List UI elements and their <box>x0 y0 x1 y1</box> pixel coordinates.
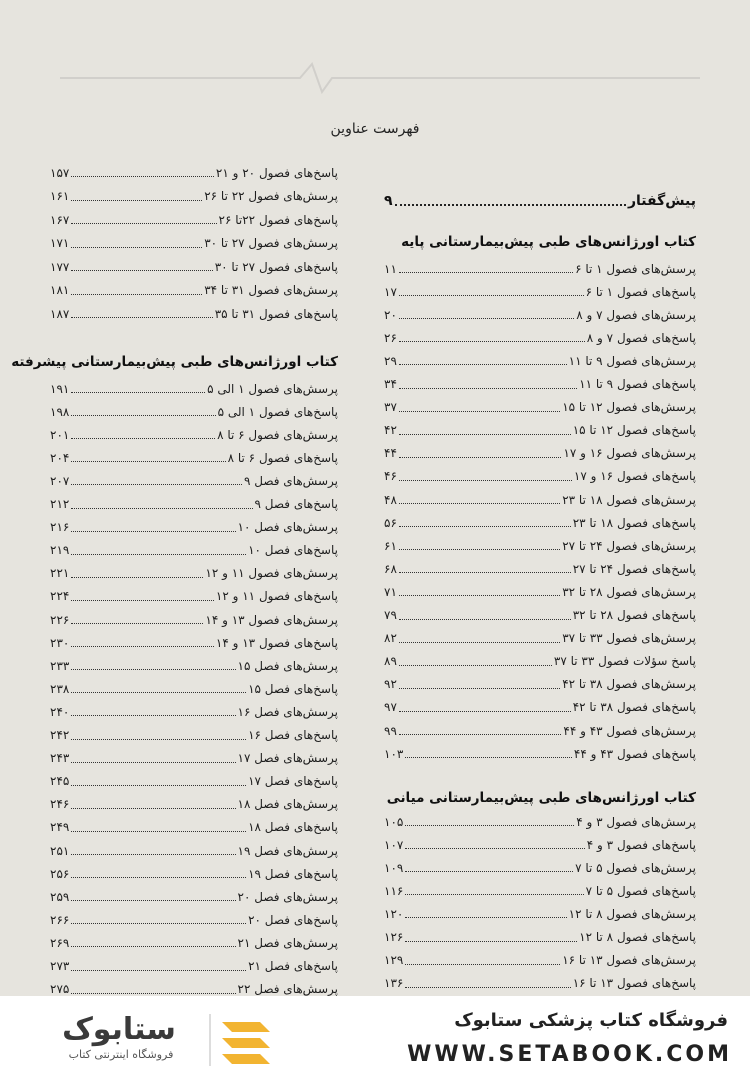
toc-entry <box>384 442 696 465</box>
dot-leader <box>399 526 571 527</box>
dot-leader <box>405 987 570 988</box>
toc-entry <box>384 419 696 442</box>
dot-leader <box>399 388 577 389</box>
toc-entry-page: ۹۷ <box>384 700 397 715</box>
toc-entry-page: ۲۵۱ <box>50 843 70 858</box>
toc-entry-title: پاسخ‌های فصول ۱۳ و ۱۴ <box>215 635 338 650</box>
toc-entry-page: ۴۴ <box>384 446 397 461</box>
dot-leader <box>71 270 212 271</box>
store-footer-banner <box>0 996 750 1080</box>
toc-entry <box>384 396 696 419</box>
toc-entry <box>50 608 338 631</box>
dot-leader <box>71 623 203 624</box>
dot-leader <box>399 364 567 365</box>
toc-entry-page: ۲۳۸ <box>50 681 70 696</box>
dot-leader <box>399 434 571 435</box>
preface-page: ۹ <box>384 193 393 209</box>
dot-leader <box>399 503 560 504</box>
toc-entry <box>384 280 696 303</box>
toc-entry-page: ۲۹ <box>384 353 397 368</box>
toc-entry-page: ۲۰۷ <box>50 473 70 488</box>
toc-entry <box>50 862 338 885</box>
dot-leader <box>405 871 573 872</box>
toc-entry-page: ۱۷۱ <box>50 236 70 250</box>
dot-leader <box>71 923 246 924</box>
toc-entry <box>384 926 696 949</box>
dot-leader <box>71 762 235 763</box>
toc-entry <box>50 931 338 954</box>
dot-leader <box>71 577 203 578</box>
toc-entry-page: ۲۱۹ <box>50 543 70 558</box>
toc-entry-page: ۱۲۶ <box>384 930 404 944</box>
toc-entry-page: ۴۸ <box>384 492 397 507</box>
toc-entry-title: پرسش‌های فصول ۱۲ تا ۱۵ <box>562 400 696 415</box>
toc-entry <box>384 856 696 879</box>
toc-entry-title: پرسش‌های فصول ۲۴ تا ۲۷ <box>562 538 696 553</box>
toc-entry-title: پرسش‌های فصول ۸ تا ۱۲ <box>568 906 696 921</box>
dot-leader <box>399 272 573 273</box>
toc-entry-page: ۴۶ <box>384 469 397 484</box>
toc-entry-page: ۱۲۹ <box>384 953 404 968</box>
toc-entry-page: ۲۴۲ <box>50 728 70 742</box>
toc-entry <box>50 377 338 400</box>
dot-leader <box>399 734 562 735</box>
toc-entry-page: ۱۹۸ <box>50 404 70 419</box>
dot-leader <box>71 461 225 462</box>
dot-leader <box>71 739 246 740</box>
toc-entry <box>50 516 338 539</box>
dot-leader <box>71 223 216 224</box>
toc-entry-page: ۱۵۷ <box>50 165 70 180</box>
toc-entry <box>50 816 338 839</box>
toc-entry-page: ۱۰۷ <box>384 837 404 852</box>
toc-entry-page: ۱۷ <box>384 284 397 299</box>
toc-entry-page: ۵۶ <box>384 515 397 530</box>
dot-leader <box>71 715 235 716</box>
toc-entry-page: ۷۱ <box>384 584 397 599</box>
toc-entry-page: ۲۴۶ <box>50 797 70 812</box>
dot-leader <box>71 877 246 878</box>
toc-entry-title: پرسش‌های فصول ۹ تا ۱۱ <box>568 353 696 368</box>
dot-leader <box>399 411 560 412</box>
dot-leader <box>71 785 246 786</box>
toc-entry-page: ۱۹۱ <box>50 381 70 396</box>
toc-entry <box>50 493 338 516</box>
toc-entry-page: ۱۶۷ <box>50 212 70 227</box>
toc-entry-title: پاسخ‌های فصول ۱ الی ۵ <box>217 404 338 419</box>
toc-entry-title: پاسخ‌های فصول ۱ تا ۶ <box>585 284 696 299</box>
toc-entry-page: ۹۹ <box>384 723 397 738</box>
toc-entry-title: پاسخ‌های فصل ۱۰ <box>248 543 338 558</box>
toc-entry-title: پاسخ‌های فصول ۷ و ۸ <box>586 330 696 345</box>
toc-entry <box>384 534 696 557</box>
dot-leader <box>405 825 574 826</box>
toc-entry <box>50 978 338 996</box>
dot-leader <box>399 549 560 550</box>
toc-entry <box>384 488 696 511</box>
toc-entry-title: پاسخ‌های فصول ۱۲ تا ۱۵ <box>572 423 696 438</box>
toc-entry-title: پرسش‌های فصل ۹ <box>243 473 338 488</box>
dot-leader <box>71 900 235 901</box>
toc-entry-page: ۸۹ <box>384 654 397 669</box>
toc-entry-title: پاسخ‌های فصل ۲۰ <box>248 912 338 927</box>
toc-entry-title: پرسش‌های فصل ۲۲ <box>237 982 338 996</box>
dot-leader <box>399 619 571 620</box>
dot-leader <box>71 970 246 971</box>
faint-header-ornament <box>60 58 700 98</box>
dot-leader <box>399 711 571 712</box>
toc-entry-title: پاسخ‌های فصول ۳۸ تا ۴۲ <box>572 700 696 715</box>
dot-leader <box>405 964 560 965</box>
toc-entry-page: ۲۶۶ <box>50 912 70 927</box>
dot-leader <box>71 646 214 647</box>
toc-entry-page: ۱۲۰ <box>384 906 404 921</box>
toc-entry-page: ۳۷ <box>384 400 397 415</box>
toc-entry <box>50 279 338 302</box>
toc-entry-page: ۱۱۶ <box>384 883 404 898</box>
toc-entry <box>384 257 696 280</box>
toc-entry-page: ۱۸۱ <box>50 283 70 297</box>
toc-entry-page: ۲۶۹ <box>50 935 70 950</box>
dot-leader <box>405 917 566 918</box>
toc-entry <box>384 949 696 972</box>
toc-entry-page: ۲۲۱ <box>50 566 70 581</box>
toc-entry <box>50 585 338 608</box>
toc-entry-page: ۷۹ <box>384 608 397 622</box>
toc-entry <box>50 793 338 816</box>
toc-entry <box>50 469 338 492</box>
toc-entry-page: ۲۳۳ <box>50 658 70 673</box>
toc-entry-page: ۲۲۴ <box>50 589 70 604</box>
dot-leader <box>399 295 584 296</box>
toc-entry <box>384 373 696 396</box>
toc-entry-title: پرسش‌های فصول ۳۱ تا ۳۴ <box>204 283 338 297</box>
toc-entry-title: پاسخ‌های فصول ۲۷ تا ۳۰ <box>214 259 338 274</box>
toc-entry-title: پرسش‌های فصول ۲۲ تا ۲۶ <box>204 189 338 203</box>
toc-entry <box>384 673 696 696</box>
toc-entry-page: ۳۴ <box>384 377 397 391</box>
toc-entry-title: پاسخ‌های فصول ۳ و ۴ <box>586 837 696 852</box>
section-heading-intermediate: کتاب اورژانس‌های طبی پیش‌بیمارستانی میانی <box>386 790 696 806</box>
toc-entry-page: ۲۵۹ <box>50 889 70 904</box>
toc-entry-page: ۲۷۵ <box>50 982 70 996</box>
preface-label: پیش‌گفتار <box>627 193 696 209</box>
toc-entry-page: ۲۲۶ <box>50 612 70 627</box>
toc-entry-title: پاسخ‌های فصل ۲۱ <box>248 959 338 973</box>
toc-entry-title: پاسخ‌های فصول ۸ تا ۱۲ <box>579 930 696 944</box>
toc-entry-title: پاسخ‌های فصول ۲۴ تا ۲۷ <box>572 561 696 576</box>
toc-preface-row <box>384 188 696 214</box>
toc-entry-page: ۲۴۹ <box>50 820 70 835</box>
toc-entry-title: پرسش‌های فصول ۳۳ تا ۳۷ <box>562 631 696 646</box>
store-name: فروشگاه کتاب پزشکی ستابوک <box>454 1010 728 1031</box>
toc-entry-title: پاسخ‌های فصل ۱۵ <box>248 681 338 696</box>
toc-entry-page: ۴۲ <box>384 423 397 438</box>
toc-entry-page: ۲۰۴ <box>50 450 70 465</box>
toc-entry-title: پرسش‌های فصل ۲۰ <box>237 889 338 904</box>
toc-entry <box>50 232 338 255</box>
dot-leader <box>399 318 574 319</box>
dot-leader <box>71 484 242 485</box>
toc-entry-title: پرسش‌های فصول ۳۸ تا ۴۲ <box>562 677 696 692</box>
toc-entry-title: پرسش‌های فصول ۱۳ و ۱۴ <box>205 612 338 627</box>
toc-entry-page: ۱۱ <box>384 261 397 276</box>
logo-tagline: فروشگاه اینترنتی کتاب <box>68 1048 174 1061</box>
toc-entry <box>50 208 338 231</box>
toc-entry-title: پرسش‌های فصول ۱ تا ۶ <box>575 261 696 276</box>
dot-leader <box>71 317 212 318</box>
toc-entry-page: ۱۰۵ <box>384 814 404 829</box>
toc-entry <box>50 770 338 793</box>
toc-entry <box>384 557 696 580</box>
section-heading-basic: کتاب اورژانس‌های طبی پیش‌بیمارستانی پایه <box>401 234 696 250</box>
toc-entry <box>384 719 696 742</box>
toc-entry-page: ۲۵۶ <box>50 866 70 881</box>
toc-entry-page: ۱۸۷ <box>50 306 70 321</box>
toc-entry-page: ۶۱ <box>384 538 397 553</box>
toc-entry-title: پرسش‌های فصول ۲۷ تا ۳۰ <box>204 236 338 250</box>
dot-leader <box>71 831 246 832</box>
toc-entry-title: پرسش‌های فصل ۱۷ <box>237 751 338 766</box>
toc-entry <box>50 255 338 278</box>
toc-entry-title: پرسش‌های فصول ۱ الی ۵ <box>207 381 338 396</box>
toc-entry-title: پاسخ‌های فصول ۲۰ و ۲۱ <box>215 165 338 180</box>
dot-leader <box>71 176 214 177</box>
toc-entry <box>384 465 696 488</box>
dot-leader <box>395 204 626 206</box>
logo-wordmark: ستابوک <box>62 1012 176 1047</box>
toc-entry-title: پرسش‌های فصول ۱۸ تا ۲۳ <box>562 492 696 507</box>
toc-entry <box>50 302 338 325</box>
toc-entry-page: ۱۶۱ <box>50 189 70 203</box>
dot-leader <box>71 669 235 670</box>
toc-entry <box>50 839 338 862</box>
toc-entry <box>50 700 338 723</box>
toc-entry-title: پرسش‌های فصول ۱۳ تا ۱۶ <box>562 953 696 968</box>
dot-leader <box>71 600 214 601</box>
toc-entry <box>50 161 338 184</box>
toc-entry-page: ۲۴۳ <box>50 751 70 766</box>
toc-entry-title: پاسخ‌های فصل ۱۹ <box>248 866 338 881</box>
toc-entry-page: ۲۷۳ <box>50 959 70 973</box>
toc-entry <box>384 349 696 372</box>
dot-leader <box>71 692 246 693</box>
toc-entry <box>50 908 338 931</box>
toc-entry <box>384 511 696 534</box>
toc-entry-title: پرسش‌های فصول ۵ تا ۷ <box>575 860 696 875</box>
dot-leader <box>71 294 202 295</box>
toc-entry-page: ۲۶ <box>384 330 397 345</box>
toc-entry-page: ۸۲ <box>384 631 397 646</box>
toc-entry-title: پرسش‌های فصل ۱۸ <box>237 797 338 812</box>
toc-entry <box>384 604 696 627</box>
toc-entry <box>384 580 696 603</box>
toc-entry <box>50 654 338 677</box>
toc-entry-title: پاسخ‌های فصول ۲۲تا ۲۶ <box>218 212 338 227</box>
toc-entry-page: ۱۷۷ <box>50 259 70 274</box>
dot-leader <box>405 941 577 942</box>
toc-entry <box>384 650 696 673</box>
toc-entry <box>50 677 338 700</box>
dot-leader <box>71 508 252 509</box>
toc-entry-title: پرسش‌های فصول ۴۳ و ۴۴ <box>563 723 696 738</box>
dot-leader <box>71 554 246 555</box>
section-heading-advanced: کتاب اورژانس‌های طبی پیش‌بیمارستانی پیشرفته <box>11 354 338 370</box>
toc-entry-title: پرسش‌های فصل ۲۱ <box>237 935 338 950</box>
dot-leader <box>399 642 560 643</box>
toc-entry <box>384 833 696 856</box>
toc-entry-title: پرسش‌های فصول ۱۶ و ۱۷ <box>563 446 696 461</box>
dot-leader <box>71 438 215 439</box>
toc-entry <box>50 955 338 978</box>
dot-leader <box>399 665 552 666</box>
dot-leader <box>399 688 560 689</box>
dot-leader <box>405 848 584 849</box>
toc-entry-page: ۱۳۶ <box>384 976 404 991</box>
dot-leader <box>399 572 571 573</box>
toc-entry-title: پرسش‌های فصول ۷ و ۸ <box>576 307 696 322</box>
toc-entry <box>384 742 696 765</box>
toc-entry <box>384 627 696 650</box>
toc-entry-title: پاسخ‌های فصل ۱۷ <box>248 774 338 789</box>
toc-entry <box>50 539 338 562</box>
dot-leader <box>399 480 572 481</box>
toc-entry-title: پاسخ‌های فصول ۴۳ و ۴۴ <box>573 746 696 761</box>
toc-entry <box>384 902 696 925</box>
toc-entry-title: پاسخ‌های فصول ۱۶ و ۱۷ <box>573 469 696 484</box>
toc-entry-page: ۱۰۳ <box>384 746 404 761</box>
toc-entry-page: ۲۰ <box>384 307 397 322</box>
toc-entry-title: پرسش‌های فصل ۱۶ <box>237 704 338 719</box>
toc-entry <box>50 885 338 908</box>
dot-leader <box>71 247 202 248</box>
toc-entry <box>50 423 338 446</box>
toc-entry-title: پرسش‌های فصول ۳ و ۴ <box>576 814 696 829</box>
toc-entry-title: پاسخ‌های فصول ۱۳ تا ۱۶ <box>572 976 696 991</box>
toc-entry <box>384 972 696 995</box>
dot-leader <box>71 808 235 809</box>
dot-leader <box>71 854 235 855</box>
toc-entry-title: پرسش‌های فصل ۱۹ <box>237 843 338 858</box>
toc-entry-title: پاسخ‌های فصل ۱۶ <box>248 728 338 742</box>
toc-entry-title: پاسخ‌های فصول ۶ تا ۸ <box>227 450 338 465</box>
toc-entry <box>50 747 338 770</box>
dot-leader <box>71 993 235 994</box>
toc-entry-title: پرسش‌های فصول ۶ تا ۸ <box>217 427 338 442</box>
toc-entry-page: ۲۳۰ <box>50 635 70 650</box>
page-title: فهرست عناوین <box>330 121 420 137</box>
toc-entry-page: ۲۴۰ <box>50 704 70 719</box>
toc-entry-page: ۹۲ <box>384 677 397 692</box>
dot-leader <box>71 531 235 532</box>
toc-entry-title: پاسخ‌های فصل ۱۸ <box>248 820 338 835</box>
dot-leader <box>405 894 583 895</box>
toc-entry-title: پاسخ‌های فصول ۹ تا ۱۱ <box>579 377 696 391</box>
dot-leader <box>71 200 202 201</box>
toc-entry <box>50 631 338 654</box>
toc-entry <box>50 562 338 585</box>
toc-entry-title: پاسخ‌های فصول ۱۸ تا ۲۳ <box>572 515 696 530</box>
dot-leader <box>71 946 235 947</box>
toc-entry <box>384 326 696 349</box>
dot-leader <box>399 341 585 342</box>
toc-entry-page: ۲۰۱ <box>50 427 70 442</box>
toc-entry-page: ۲۴۵ <box>50 774 70 789</box>
toc-entry-title: پاسخ‌های فصول ۵ تا ۷ <box>585 883 696 898</box>
toc-entry <box>384 879 696 902</box>
toc-entry-title: پاسخ سؤلات فصول ۳۳ تا ۳۷ <box>553 654 696 669</box>
dot-leader <box>399 457 562 458</box>
toc-entry <box>384 303 696 326</box>
toc-entry-title: پرسش‌های فصول ۱۱ و ۱۲ <box>205 566 338 581</box>
toc-entry-title: پرسش‌های فصل ۱۰ <box>237 520 338 535</box>
toc-entry <box>384 696 696 719</box>
dot-leader <box>405 757 572 758</box>
toc-entry <box>384 810 696 833</box>
toc-entry-page: ۶۸ <box>384 561 397 576</box>
toc-entry-title: پاسخ‌های فصول ۳۱ تا ۳۵ <box>214 306 338 321</box>
dot-leader <box>71 392 205 393</box>
toc-entry-title: پرسش‌های فصل ۱۵ <box>237 658 338 673</box>
toc-entry-page: ۲۱۲ <box>50 497 70 511</box>
toc-entry-title: پاسخ‌های فصل ۹ <box>254 497 338 511</box>
store-url-link[interactable]: WWW.SETABOOK.COM <box>407 1042 732 1067</box>
toc-entry-title: پاسخ‌های فصول ۱۱ و ۱۲ <box>215 589 338 604</box>
toc-entry-page: ۲۱۶ <box>50 520 70 535</box>
toc-entry <box>50 185 338 208</box>
dot-leader <box>399 595 560 596</box>
toc-entry-title: پرسش‌های فصول ۲۸ تا ۳۲ <box>562 584 696 599</box>
toc-entry <box>50 724 338 747</box>
dot-leader <box>71 415 215 416</box>
toc-entry <box>50 400 338 423</box>
toc-entry-title: پاسخ‌های فصول ۲۸ تا ۳۲ <box>572 608 696 622</box>
toc-entry <box>50 446 338 469</box>
toc-entry-page: ۱۰۹ <box>384 860 404 875</box>
